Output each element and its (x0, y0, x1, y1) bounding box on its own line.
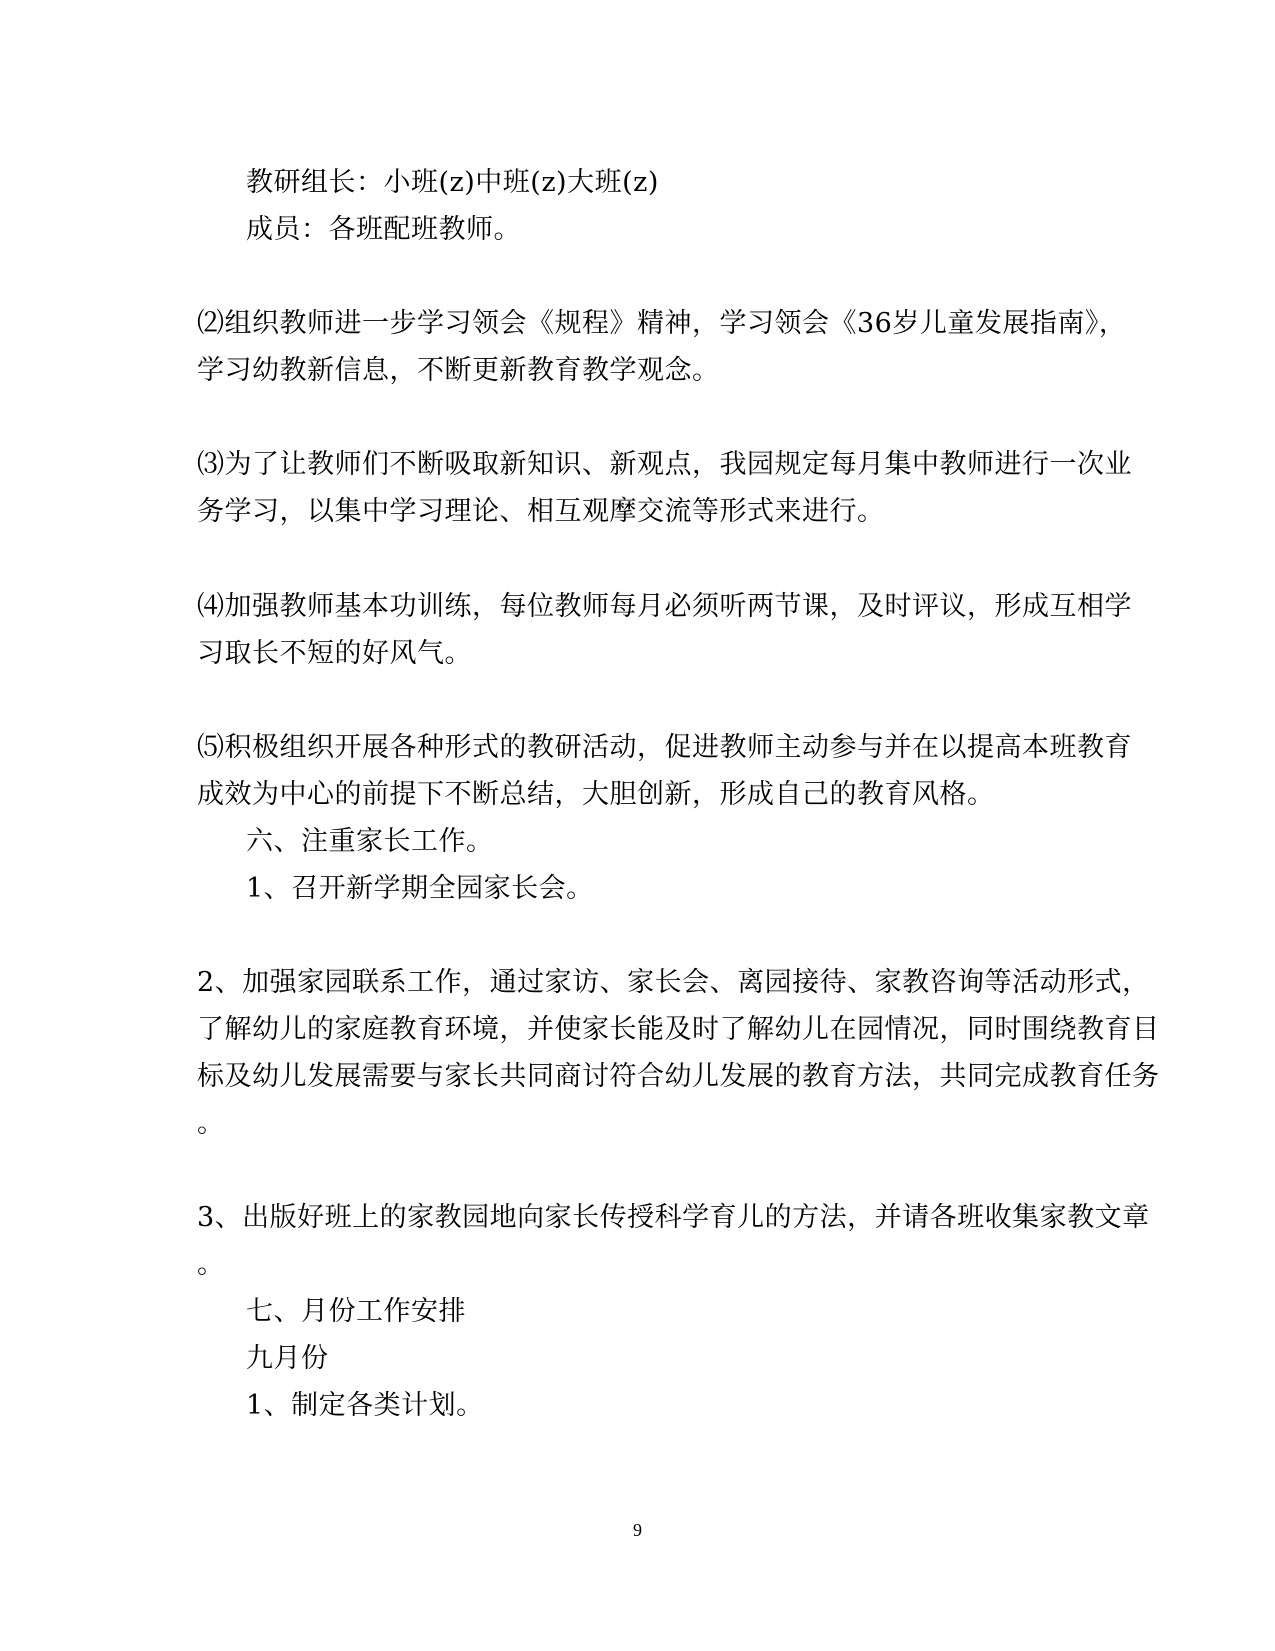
section-heading-parents: 六、注重家长工作。 (246, 826, 494, 857)
text-line-item-4b: 习取长不短的好风气。 (197, 638, 472, 669)
text-line-item-5b: 成效为中心的前提下不断总结，大胆创新，形成自己的教育风格。 (197, 779, 995, 810)
text-line-item-5a: ⑸积极组织开展各种形式的教研活动，促进教师主动参与并在以提高本班教育 (197, 732, 1132, 763)
text-line-item-3b: 务学习，以集中学习理论、相互观摩交流等形式来进行。 (197, 496, 885, 527)
text-line-parents-3a: 3、出版好班上的家教园地向家长传授科学育儿的方法，并请各班收集家教文章 (197, 1202, 1150, 1233)
text-line-parents-2a: 2、加强家园联系工作，通过家访、家长会、离园接待、家教咨询等活动形式， (197, 967, 1150, 998)
text-line-item-2b: 学习幼教新信息，不断更新教育教学观念。 (197, 355, 720, 386)
section-heading-monthly: 七、月份工作安排 (246, 1296, 466, 1327)
text-line-september-1: 1、制定各类计划。 (246, 1390, 484, 1421)
text-line-members: 成员：各班配班教师。 (246, 214, 521, 245)
subheading-september: 九月份 (246, 1343, 329, 1374)
text-line-parents-2d: 。 (197, 1108, 225, 1139)
text-line-parents-3b: 。 (197, 1249, 225, 1280)
text-line-leaders: 教研组长：小班(z)中班(z)大班(z) (246, 167, 659, 198)
text-line-parents-2b: 了解幼儿的家庭教育环境，并使家长能及时了解幼儿在园情况，同时围绕教育目 (197, 1014, 1160, 1045)
text-line-item-4a: ⑷加强教师基本功训练，每位教师每月必须听两节课，及时评议，形成互相学 (197, 591, 1132, 622)
text-line-parents-1: 1、召开新学期全园家长会。 (246, 873, 594, 904)
text-line-item-2a: ⑵组织教师进一步学习领会《规程》精神，学习领会《36岁儿童发展指南》， (197, 308, 1127, 339)
text-line-item-3a: ⑶为了让教师们不断吸取新知识、新观点，我园规定每月集中教师进行一次业 (197, 449, 1132, 480)
text-line-parents-2c: 标及幼儿发展需要与家长共同商讨符合幼儿发展的教育方法，共同完成教育任务 (197, 1061, 1160, 1092)
page-number: 9 (633, 1520, 642, 1540)
